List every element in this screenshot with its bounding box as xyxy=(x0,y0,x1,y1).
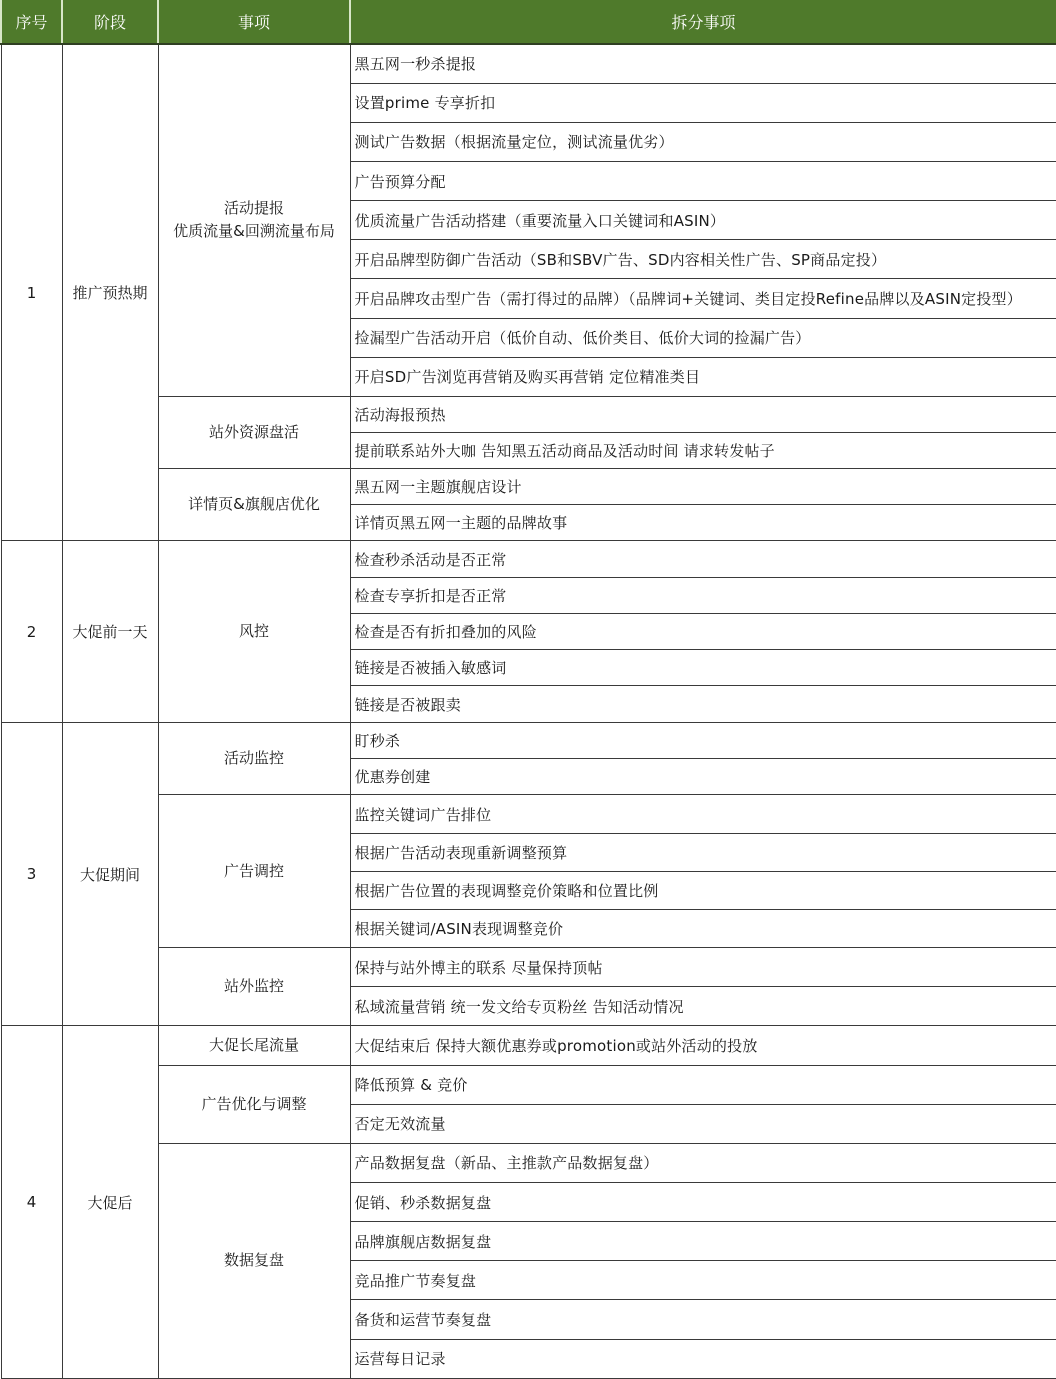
subtask-cell: 备货和运营节奏复盘 xyxy=(350,1300,1056,1339)
subtask-cell: 开启品牌攻击型广告（需打得过的品牌）（品牌词+关键词、类目定投Refine品牌以及ASIN定投型） xyxy=(350,279,1056,318)
subtask-cell: 产品数据复盘（新品、主推款产品数据复盘） xyxy=(350,1143,1056,1182)
item-name xyxy=(158,1026,350,1065)
subtask-cell: 降低预算 & 竞价 xyxy=(350,1065,1056,1104)
item-name xyxy=(158,723,350,795)
header-stage: 阶段 xyxy=(62,0,158,44)
item-name-line: 详情页&旗舰店优化 xyxy=(188,495,320,514)
table-row xyxy=(1,396,1056,432)
item-name-line: 站外监控 xyxy=(223,977,284,996)
item-name-line: 活动提报 xyxy=(223,199,284,218)
subtask-cell: 大促结束后 保持大额优惠券或promotion或站外活动的投放 xyxy=(350,1026,1056,1065)
item-name-line: 风控 xyxy=(238,622,269,641)
item-name xyxy=(158,44,350,396)
table-row xyxy=(1,795,1056,833)
subtask-cell: 黑五网一秒杀提报 xyxy=(350,44,1056,83)
subtask-cell: 开启SD广告浏览再营销及购买再营销 定位精准类目 xyxy=(350,357,1056,396)
table-row xyxy=(1,1143,1056,1182)
item-name-line: 数据复盘 xyxy=(223,1251,284,1270)
phase-number: 1 xyxy=(1,44,62,541)
phase-number: 3 xyxy=(1,723,62,1026)
table-row xyxy=(1,541,1056,577)
subtask-cell: 根据广告位置的表现调整竞价策略和位置比例 xyxy=(350,871,1056,909)
subtask-cell: 详情页黑五网一主题的品牌故事 xyxy=(350,505,1056,541)
item-name-line: 优质流量&回溯流量布局 xyxy=(173,222,335,241)
subtask-cell: 根据广告活动表现重新调整预算 xyxy=(350,833,1056,871)
subtask-cell: 检查秒杀活动是否正常 xyxy=(350,541,1056,577)
subtask-cell: 品牌旗舰店数据复盘 xyxy=(350,1222,1056,1261)
item-name-line: 广告优化与调整 xyxy=(201,1094,307,1113)
header-row xyxy=(1,0,1056,44)
subtask-cell: 设置prime 专享折扣 xyxy=(350,83,1056,122)
subtask-cell: 检查专享折扣是否正常 xyxy=(350,577,1056,613)
table-row xyxy=(1,1065,1056,1104)
subtask-cell: 广告预算分配 xyxy=(350,161,1056,200)
table-row xyxy=(1,44,1056,83)
subtask-cell: 保持与站外博主的联系 尽量保持顶帖 xyxy=(350,948,1056,987)
item-name xyxy=(158,948,350,1026)
item-name xyxy=(158,541,350,723)
item-name-line: 站外资源盘活 xyxy=(208,423,299,442)
phase-number: 4 xyxy=(1,1026,62,1379)
item-name xyxy=(158,396,350,468)
subtask-cell: 运营每日记录 xyxy=(350,1339,1056,1378)
subtask-cell: 监控关键词广告排位 xyxy=(350,795,1056,833)
subtask-cell: 否定无效流量 xyxy=(350,1104,1056,1143)
item-name-line: 大促长尾流量 xyxy=(208,1035,299,1054)
subtask-cell: 活动海报预热 xyxy=(350,396,1056,432)
phase-number: 2 xyxy=(1,541,62,723)
table-row xyxy=(1,1026,1056,1065)
subtask-cell: 黑五网一主题旗舰店设计 xyxy=(350,469,1056,505)
phase-stage: 大促后 xyxy=(62,1026,158,1379)
phase-stage: 大促期间 xyxy=(62,723,158,1026)
subtask-cell: 开启品牌型防御广告活动（SB和SBV广告、SD内容相关性广告、SP商品定投） xyxy=(350,240,1056,279)
item-name xyxy=(158,1065,350,1143)
item-name xyxy=(158,795,350,948)
header-subtasks: 拆分事项 xyxy=(350,0,1056,44)
table-row xyxy=(1,948,1056,987)
item-name-line: 广告调控 xyxy=(223,861,284,880)
subtask-cell: 优质流量广告活动搭建（重要流量入口关键词和ASIN） xyxy=(350,201,1056,240)
item-name xyxy=(158,469,350,541)
subtask-cell: 提前联系站外大咖 告知黑五活动商品及活动时间 请求转发帖子 xyxy=(350,433,1056,469)
subtask-cell: 私域流量营销 统一发文给专页粉丝 告知活动情况 xyxy=(350,987,1056,1026)
subtask-cell: 链接是否被跟卖 xyxy=(350,686,1056,723)
phase-stage: 推广预热期 xyxy=(62,44,158,541)
subtask-cell: 竞品推广节奏复盘 xyxy=(350,1261,1056,1300)
header-item: 事项 xyxy=(158,0,350,44)
subtask-cell: 测试广告数据（根据流量定位，测试流量优劣） xyxy=(350,122,1056,161)
phase-stage: 大促前一天 xyxy=(62,541,158,723)
subtask-cell: 检查是否有折扣叠加的风险 xyxy=(350,613,1056,649)
subtask-cell: 促销、秒杀数据复盘 xyxy=(350,1183,1056,1222)
table-body xyxy=(1,44,1056,1379)
table-row xyxy=(1,469,1056,505)
subtask-cell: 优惠券创建 xyxy=(350,759,1056,795)
table-row xyxy=(1,723,1056,759)
item-name xyxy=(158,1143,350,1378)
subtask-cell: 盯秒杀 xyxy=(350,723,1056,759)
subtask-cell: 链接是否被插入敏感词 xyxy=(350,649,1056,685)
subtask-cell: 捡漏型广告活动开启（低价自动、低价类目、低价大词的捡漏广告） xyxy=(350,318,1056,357)
item-name-line: 活动监控 xyxy=(223,749,284,768)
subtask-cell: 根据关键词/ASIN表现调整竞价 xyxy=(350,909,1056,947)
header-seq: 序号 xyxy=(1,0,62,44)
